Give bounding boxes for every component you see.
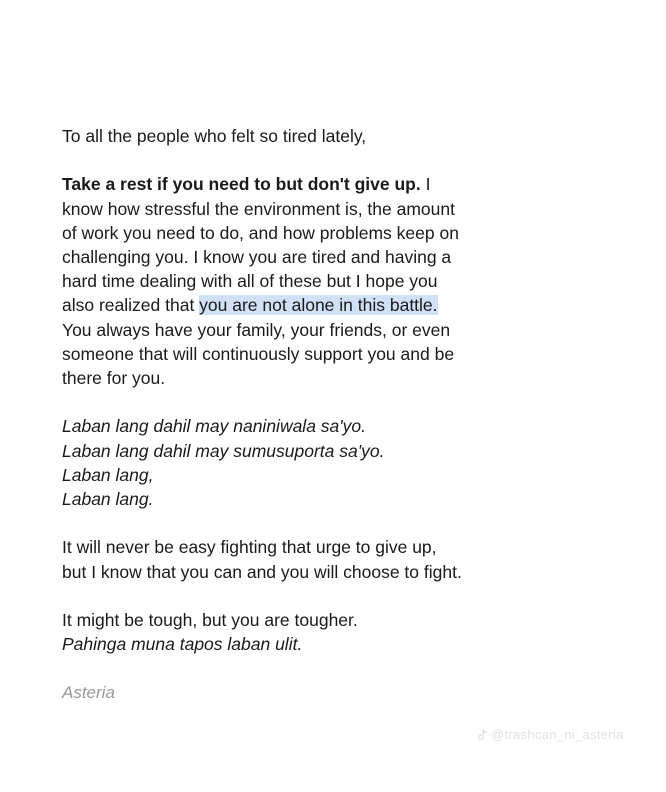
paragraph-gap [62,656,502,680]
paragraph-main-line-1 [62,172,502,196]
paragraph-gap [62,148,502,172]
paragraph-main-line-5: hard time dealing with all of these but I hope you [62,271,438,292]
highlighted-text[interactable]: you are not alone in this battle. [199,295,438,316]
paragraph-main [62,172,502,390]
paragraph-main-line-2: know how stressful the environment is, the amount [62,198,455,219]
bold-opening: Take a rest if you need to but don't give up. [62,174,421,195]
paragraph-fight [62,535,502,583]
greeting: To all the people who felt so tired lately, [62,126,367,146]
signature: Asteria [62,682,115,702]
tiktok-icon [478,729,488,741]
paragraph-closing [62,608,502,656]
watermark [478,727,624,742]
fight-line-1: It will never be easy fighting that urge to give up, [62,537,437,558]
line1-rest: I [420,174,431,195]
paragraph-main-line-4: challenging you. I know you are tired and having a [62,247,452,267]
paragraph-gap [62,390,502,414]
watermark-handle: @trashcan_ni_asteria [491,727,624,742]
paragraph-main-line-9: there for you. [62,368,166,389]
filipino-stanza [62,414,502,511]
paragraph-gap [62,584,502,608]
line6-start: also realized that [62,295,200,316]
paragraph-gap [62,511,502,535]
filipino-line-3: Laban lang, [62,464,154,485]
filipino-line-2: Laban lang dahil may sumusuporta sa'yo. [62,440,385,461]
closing-line-1: It might be tough, but you are tougher. [62,610,358,630]
fight-line-2: but I know that you can and you will choose to fight. [62,561,462,582]
letter-body [62,124,502,705]
filipino-line-1: Laban lang dahil may naniniwala sa'yo. [62,416,366,437]
paragraph-main-line-6 [62,293,502,317]
closing-line-2: Pahinga muna tapos laban ulit. [62,634,303,655]
paragraph-main-line-7: You always have your family, your friends, or even [62,319,451,340]
paragraph-main-line-8: someone that will continuously support you and be [62,343,455,364]
filipino-line-4: Laban lang. [62,489,154,510]
paragraph-main-line-3: of work you need to do, and how problems keep on [62,222,459,243]
